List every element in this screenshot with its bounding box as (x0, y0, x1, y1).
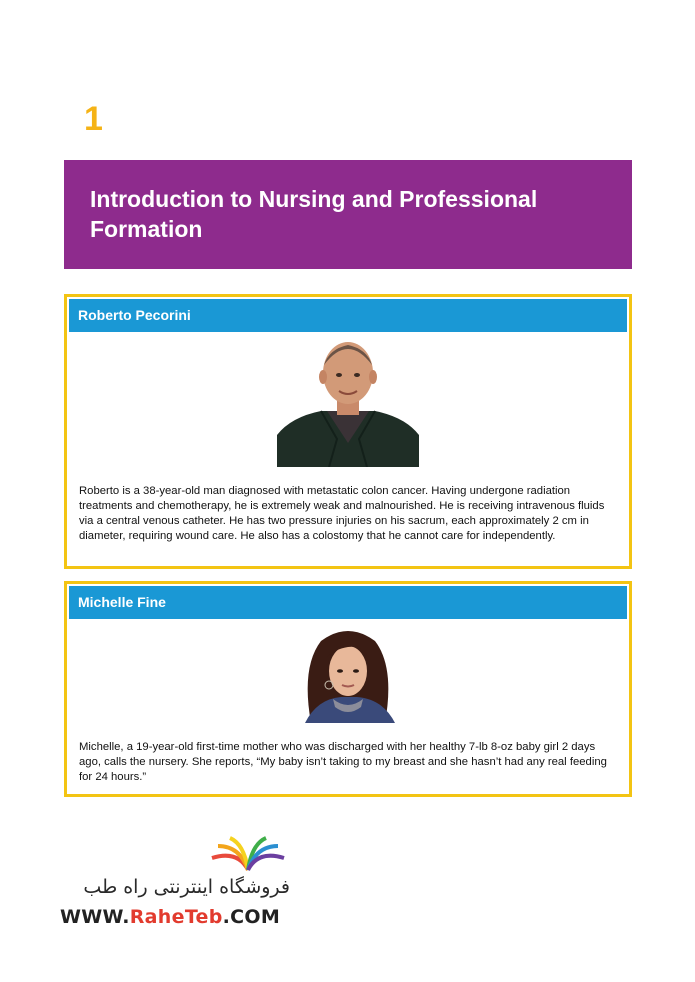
watermark-logo (60, 836, 300, 936)
watermark-url (60, 906, 280, 928)
url-prefix: WWW. (60, 906, 130, 928)
patient-photo-man (277, 339, 419, 467)
case-description: Roberto is a 38-year-old man diagnosed with metastatic colon cancer. Having undergone radiation treatments and chemotherapy, he is extremely weak and malnourished. He is receiving intravenous fluids via a central venous catheter. He has two pressure injuries on his sacrum, each approximately 2 cm in diameter, requiring wound care. He also has a colostomy that he cannot care for independently. (79, 485, 605, 542)
url-suffix: .COM (222, 906, 281, 928)
chapter-title-banner (64, 160, 632, 269)
case-name: Michelle Fine (69, 586, 627, 619)
book-logo-icon (208, 836, 288, 872)
url-brand: RaheTeb (129, 906, 223, 928)
case-description: Michelle, a 19-year-old first-time mother who was discharged with her healthy 7-lb 8-oz baby girl 2 days ago, calls the nursery. She reports, “My baby isn’t taking to my breast and she hasn’t had any real feeding for 24 hours.” (79, 741, 607, 783)
case-card-michelle (64, 581, 632, 797)
chapter-number: 1 (84, 100, 103, 138)
chapter-title: Introduction to Nursing and Professional Formation (90, 186, 538, 242)
watermark-persian-text: فروشگاه اینترنتی راه طب (83, 876, 290, 898)
case-card-roberto (64, 294, 632, 569)
case-name: Roberto Pecorini (69, 299, 627, 332)
patient-photo-woman (291, 627, 405, 723)
